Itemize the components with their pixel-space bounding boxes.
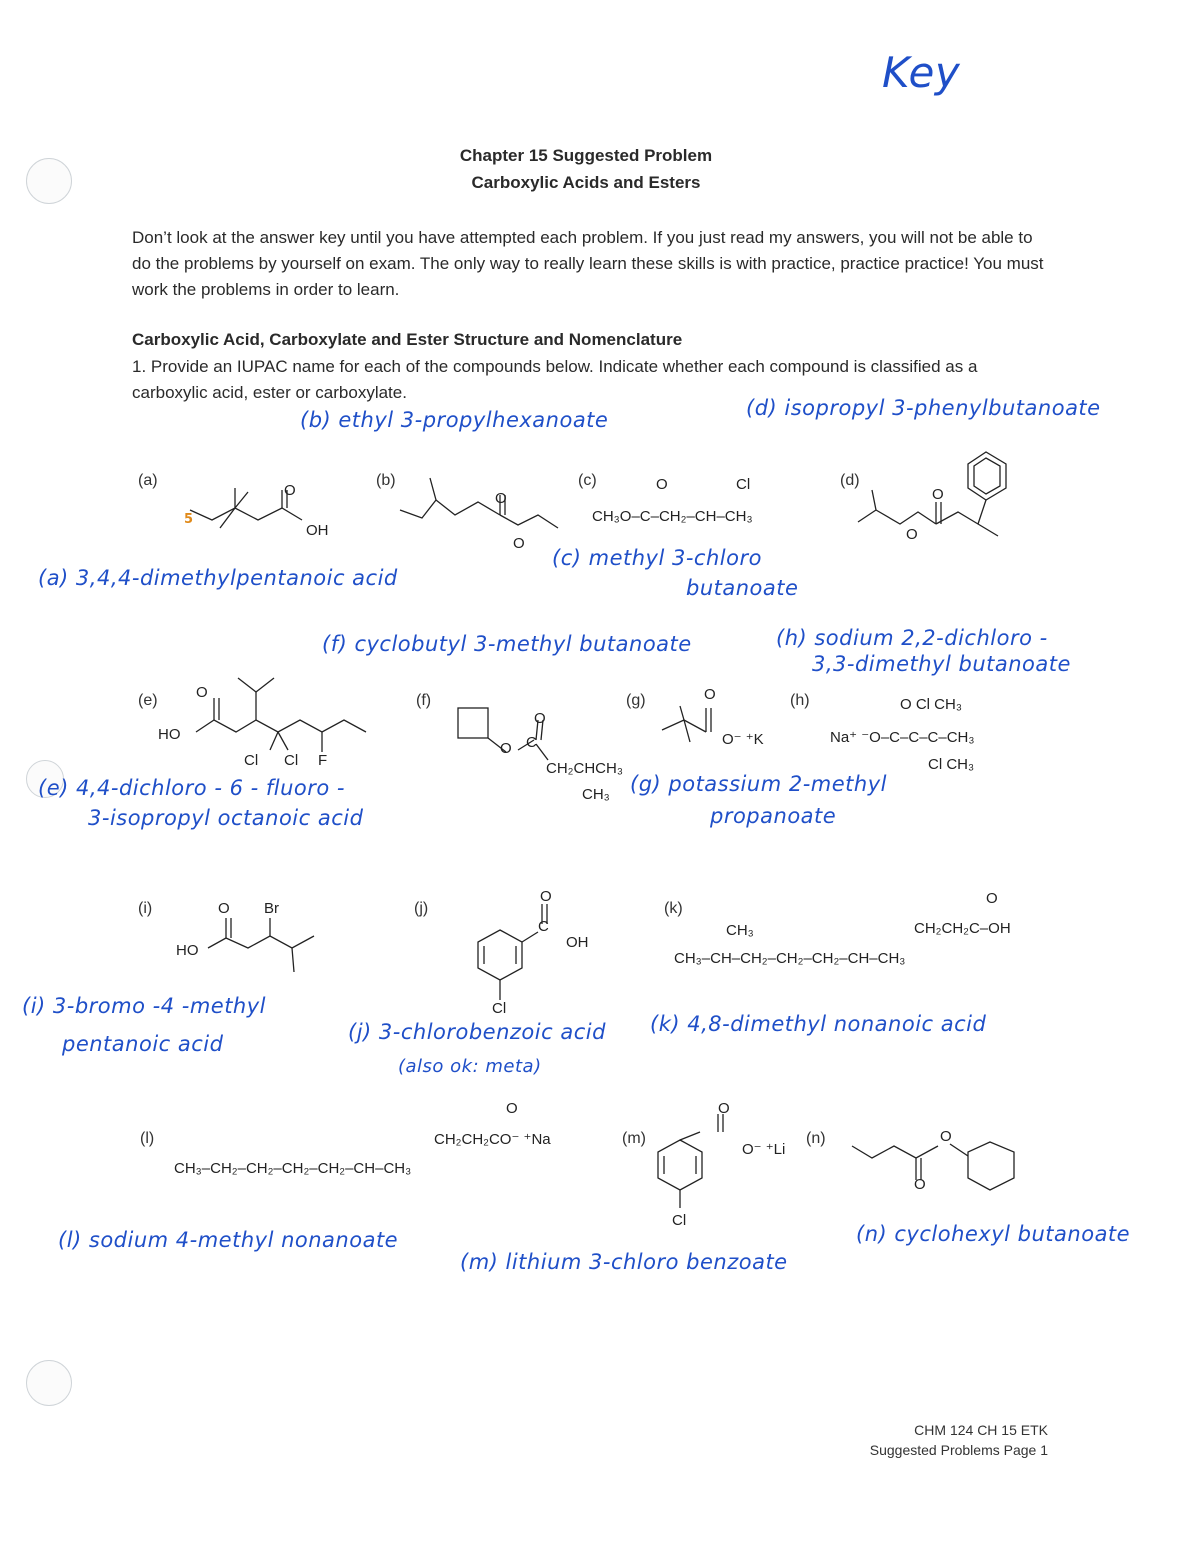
carbon-number-a: 5 bbox=[184, 512, 194, 527]
answer-f: (f) cyclobutyl 3-methyl butanoate bbox=[322, 632, 692, 656]
label-d: (d) bbox=[840, 472, 860, 489]
structure-k-ch3: CH₃ bbox=[726, 922, 754, 939]
answer-g-line2: propanoate bbox=[710, 804, 837, 828]
structure-c-formula: CH₃O–C–CH₂–CH–CH₃ bbox=[592, 508, 753, 525]
answer-b: (b) ethyl 3-propylhexanoate bbox=[300, 408, 609, 432]
structure-d-o-top: O bbox=[932, 486, 944, 503]
answer-h-line2: 3,3-dimethyl butanoate bbox=[812, 652, 1071, 676]
answer-k: (k) 4,8-dimethyl nonanoic acid bbox=[650, 1012, 987, 1036]
answer-l: (l) sodium 4-methyl nonanoate bbox=[58, 1228, 399, 1252]
structure-n-skeleton bbox=[844, 1120, 1034, 1210]
structure-g-ok: O⁻ ⁺K bbox=[722, 731, 764, 748]
label-e: (e) bbox=[138, 692, 158, 709]
structure-f-ch3: CH₃ bbox=[582, 786, 610, 803]
answer-e-line1: (e) 4,4-dichloro - 6 - fluoro - bbox=[38, 776, 345, 800]
answer-j-line2: (also ok: meta) bbox=[398, 1056, 542, 1077]
label-h: (h) bbox=[790, 692, 810, 709]
structure-g-skeleton bbox=[660, 700, 730, 750]
answer-e-line2: 3-isopropyl octanoic acid bbox=[88, 806, 364, 830]
label-a: (a) bbox=[138, 472, 158, 489]
answer-a: (a) 3,4,4-dimethylpentanoic acid bbox=[38, 566, 398, 590]
structure-e-cl2: Cl bbox=[284, 752, 299, 769]
footer-course: CHM 124 CH 15 ETK bbox=[914, 1422, 1048, 1438]
label-n: (n) bbox=[806, 1130, 826, 1147]
label-k: (k) bbox=[664, 900, 683, 917]
structure-h-top: O Cl CH₃ bbox=[900, 696, 962, 713]
answer-c-line2: butanoate bbox=[686, 576, 799, 600]
label-f: (f) bbox=[416, 692, 432, 709]
structure-j-cl: Cl bbox=[492, 1000, 507, 1017]
structure-j-c: C bbox=[538, 918, 549, 935]
structure-k-top: CH₂CH₂C–OH bbox=[914, 920, 1011, 937]
structure-j-o: O bbox=[540, 888, 552, 905]
structure-e-skeleton bbox=[184, 670, 394, 760]
structure-c-o: O bbox=[656, 476, 668, 493]
structure-b-o-top: O bbox=[495, 490, 507, 507]
structure-f-o-top: O bbox=[534, 710, 546, 727]
question-text: 1. Provide an IUPAC name for each of the compounds below. Indicate whether each compound is classified as a carboxylic acid, ester or carboxylate. bbox=[132, 357, 978, 402]
answer-j-line1: (j) 3-chlorobenzoic acid bbox=[348, 1020, 606, 1044]
structure-a-o: O bbox=[284, 482, 296, 499]
label-i: (i) bbox=[138, 900, 153, 917]
structure-k-chain: CH₃–CH–CH₂–CH₂–CH₂–CH–CH₃ bbox=[674, 950, 906, 967]
structure-i-o: O bbox=[218, 900, 230, 917]
structure-f-chain: CH₂CHCH₃ bbox=[546, 760, 623, 777]
structure-f-o-ester: O bbox=[500, 740, 512, 757]
structure-n-o-carbonyl: O bbox=[914, 1176, 926, 1193]
page-title-line1: Chapter 15 Suggested Problem bbox=[459, 146, 713, 165]
structure-a-skeleton bbox=[190, 480, 330, 550]
label-g: (g) bbox=[626, 692, 646, 709]
structure-j-oh: OH bbox=[566, 934, 589, 951]
page-title-line2: Carboxylic Acids and Esters bbox=[471, 173, 701, 192]
structure-h-mid: Na⁺ ⁻O–C–C–C–CH₃ bbox=[830, 729, 975, 746]
section-heading: Carboxylic Acid, Carboxylate and Ester Structure and Nomenclature bbox=[132, 330, 683, 349]
structure-g-o: O bbox=[704, 686, 716, 703]
structure-a-oh: OH bbox=[306, 522, 329, 539]
answer-d: (d) isopropyl 3-phenylbutanoate bbox=[746, 396, 1101, 420]
structure-d-o-ester: O bbox=[906, 526, 918, 543]
label-l: (l) bbox=[140, 1130, 155, 1147]
answer-c-line1: (c) methyl 3-chloro bbox=[552, 546, 762, 570]
label-j: (j) bbox=[414, 900, 429, 917]
structure-l-chain: CH₃–CH₂–CH₂–CH₂–CH₂–CH–CH₃ bbox=[174, 1160, 412, 1177]
label-b: (b) bbox=[376, 472, 396, 489]
answer-m: (m) lithium 3-chloro benzoate bbox=[460, 1250, 788, 1274]
structure-k-o: O bbox=[986, 890, 998, 907]
answer-n: (n) cyclohexyl butanoate bbox=[856, 1222, 1131, 1246]
structure-e-f: F bbox=[318, 752, 328, 769]
structure-e-cl1: Cl bbox=[244, 752, 259, 769]
binder-hole-bottom bbox=[26, 1360, 72, 1406]
handwritten-key: Key bbox=[882, 48, 961, 97]
structure-h-bot: Cl CH₃ bbox=[928, 756, 975, 773]
structure-b-o-ester: O bbox=[513, 535, 525, 552]
structure-i-ho: HO bbox=[176, 942, 199, 959]
structure-e-o: O bbox=[196, 684, 208, 701]
structure-m-o: O bbox=[718, 1100, 730, 1117]
label-m: (m) bbox=[622, 1130, 646, 1147]
label-c: (c) bbox=[578, 472, 597, 489]
structure-m-cl: Cl bbox=[672, 1212, 687, 1229]
intro-paragraph: Don’t look at the answer key until you have attempted each problem. If you just read my answers, you will not be able to do the problems by yourself on exam. The only way to really learn these skills is with practice, practice practice! You must work the problems in order to learn. bbox=[132, 228, 1044, 299]
structure-c-cl: Cl bbox=[736, 476, 751, 493]
footer-page: Suggested Problems Page 1 bbox=[869, 1442, 1048, 1458]
structure-m-skeleton bbox=[650, 1110, 730, 1220]
structure-b-skeleton bbox=[400, 470, 560, 550]
structure-l-top: CH₂CH₂CO⁻ ⁺Na bbox=[434, 1131, 551, 1148]
structure-i-br: Br bbox=[264, 900, 279, 917]
structure-i-skeleton bbox=[200, 910, 340, 980]
structure-j-skeleton bbox=[470, 900, 550, 1010]
structure-e-ho: HO bbox=[158, 726, 181, 743]
answer-i-line2: pentanoic acid bbox=[62, 1032, 224, 1056]
structure-m-oli: O⁻ ⁺Li bbox=[742, 1141, 786, 1158]
structure-l-o: O bbox=[506, 1100, 518, 1117]
answer-h-line1: (h) sodium 2,2-dichloro - bbox=[776, 626, 1048, 650]
answer-g-line1: (g) potassium 2-methyl bbox=[630, 772, 887, 796]
structure-n-o-ester: O bbox=[940, 1128, 952, 1145]
answer-i-line1: (i) 3-bromo -4 -methyl bbox=[22, 994, 266, 1018]
structure-f-c: C bbox=[526, 734, 537, 751]
